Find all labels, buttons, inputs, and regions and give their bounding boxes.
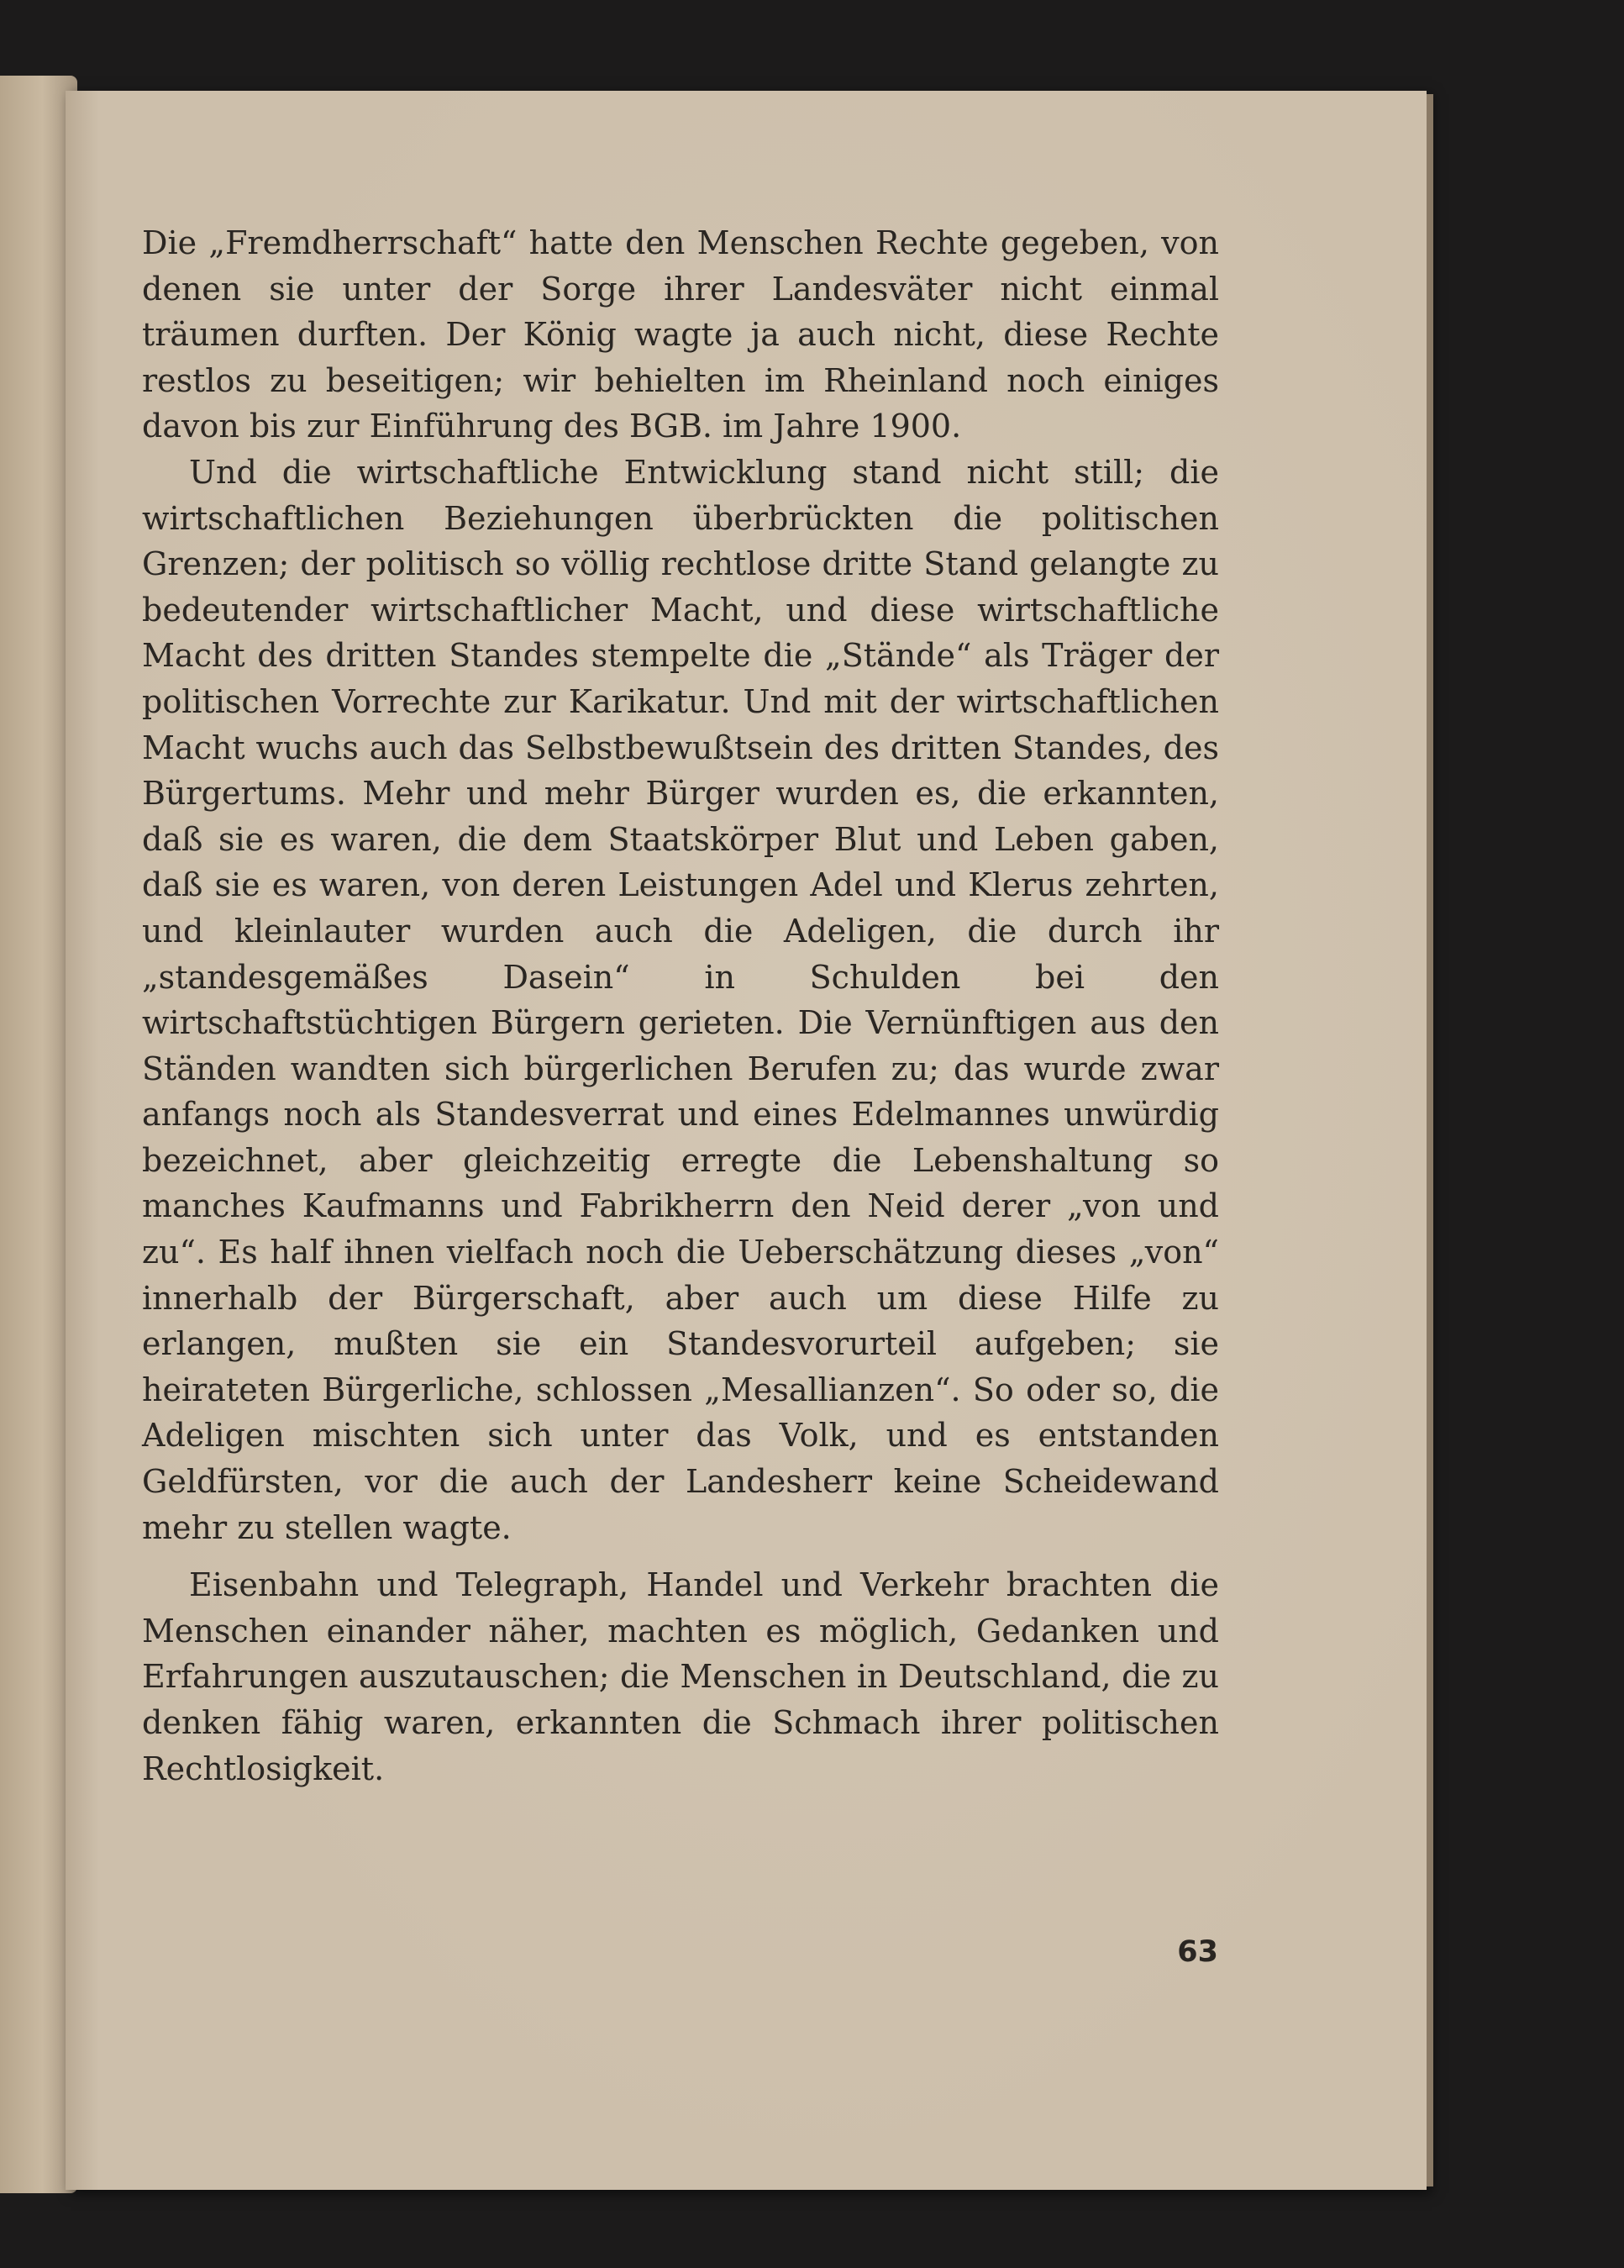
paragraph-3: Eisenbahn und Telegraph, Handel und Verkehr brachten die Menschen einander näher, machten es möglich, Gedanken und Erfahrungen auszutauschen; die Menschen in Deutschland, die zu denken fähig waren, erkannten die Schmach ihrer politischen Rechtlosigkeit. — [142, 1566, 1219, 1787]
paragraph-2: Und die wirtschaftliche Entwicklung stand nicht still; die wirtschaftlichen Beziehungen überbrückten die politischen Grenzen; der politisch so völlig rechtlose dritte Stand gelangte zu bedeutender wirtschaftlicher Macht, und diese wirtschaftliche Macht des dritten Standes stempelte die „Stände“ als Träger der politischen Vorrechte zur Karikatur. Und mit der wirtschaftlichen Macht wuchs auch das Selbstbewußtsein des dritten Standes, des Bürgertums. Mehr und mehr Bürger wurden es, die erkannten, daß sie es waren, die dem Staatskörper Blut und Leben gaben, daß sie es waren, von deren Leistungen Adel und Klerus zehrten, und kleinlauter wurden auch die Adeligen, die durch ihr „standesgemäßes Dasein“ in Schulden bei den wirtschaftstüchtigen Bürgern gerieten. Die Vernünftigen aus den Ständen wandten sich bürgerlichen Berufen zu; das wurde zwar anfangs noch als Standesverrat und eines Edelmannes unwürdig bezeichnet, aber gleichzeitig erregte die Lebenshaltung so manches Kaufmanns und Fabrikherrn den Neid derer „von und zu“. Es half ihnen vielfach noch die Ueberschätzung dieses „von“ innerhalb der Bürgerschaft, aber auch um diese Hilfe zu erlangen, mußten sie ein Standesvorurteil aufgeben; sie heirateten Bürgerliche, schlossen „Mesallianzen“. So oder so, die Adeligen mischten sich unter das Volk, und es entstanden Geldfürsten, vor die auch der Landesherr keine Scheidewand mehr zu stellen wagte. — [142, 453, 1219, 1546]
paragraph-1: Die „Fremdherrschaft“ hatte den Menschen Rechte gegeben, von denen sie unter der Sorge ihrer Landesväter nicht einmal träumen durften. Der König wagte ja auch nicht, diese Rechte restlos zu beseitigen; wir behielten im Rheinland noch einiges davon bis zur Einführung des BGB. im Jahre 1900. — [142, 224, 1219, 445]
page-stack-edge — [1427, 94, 1433, 2186]
page-number: 63 — [1177, 1935, 1218, 1969]
body-text — [142, 220, 1219, 1792]
